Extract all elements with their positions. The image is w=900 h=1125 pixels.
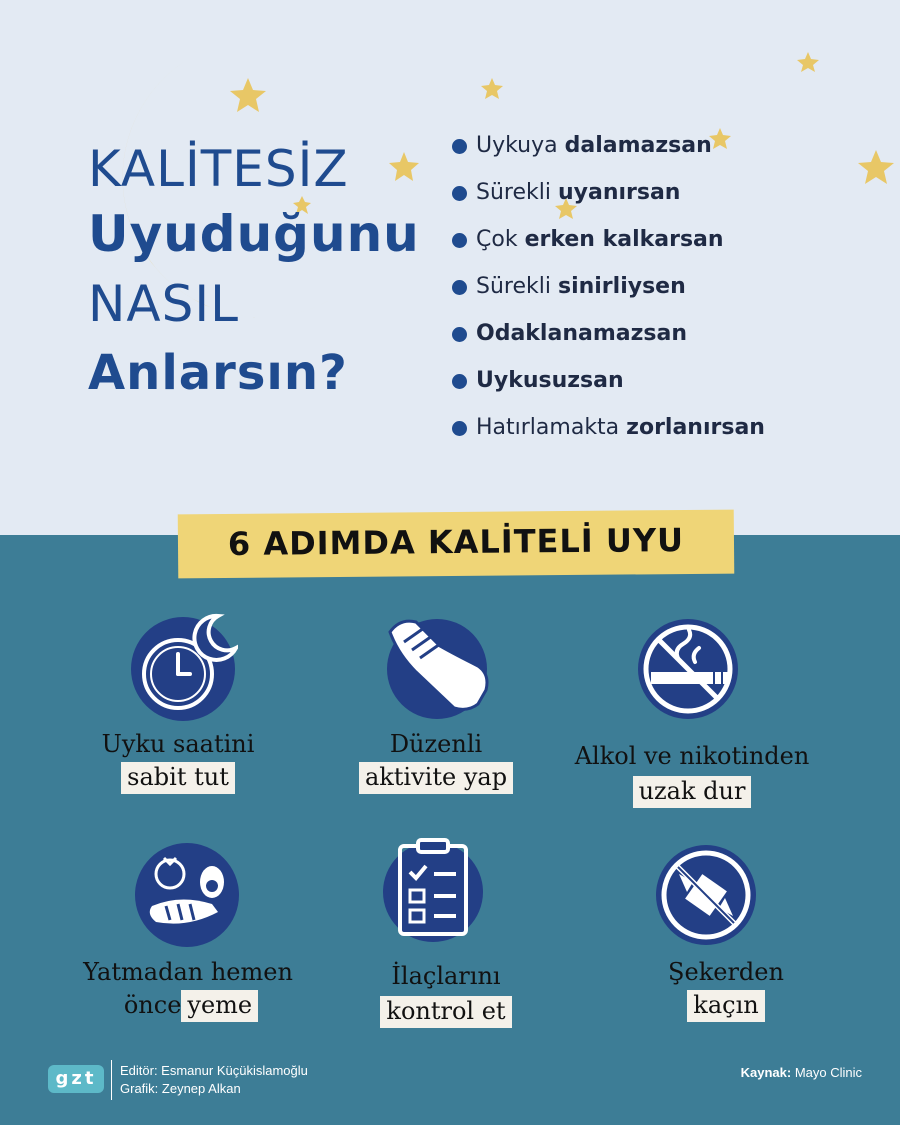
step-caption-line-1: Şekerden xyxy=(668,958,784,986)
star-icon xyxy=(389,152,419,181)
step-caption-line-1: İlaçlarını xyxy=(391,962,501,990)
step-caption-highlight: uzak dur xyxy=(633,776,752,808)
step-caption-line-2 xyxy=(58,762,298,794)
clock-moon-icon xyxy=(128,612,238,722)
title-line-1: KALİTESİZ xyxy=(88,140,349,198)
no-candy-icon xyxy=(651,840,761,950)
food-icon xyxy=(132,840,242,950)
title-line-2: Uyuduğunu xyxy=(88,205,420,263)
graphic-credit: Grafik: Zeynep Alkan xyxy=(120,1081,241,1096)
star-icon xyxy=(481,78,503,99)
reason-item: Uykusuzsan xyxy=(452,358,765,405)
step-caption-line-2 xyxy=(572,776,812,808)
step-caption-plain: önce xyxy=(123,991,182,1019)
moon-and-stars-decoration xyxy=(0,0,900,535)
step-caption-line-1: Düzenli xyxy=(389,730,483,758)
step-caption-highlight: yeme xyxy=(181,990,258,1022)
title-line-4: Anlarsın? xyxy=(88,345,348,401)
step-caption-line-1: Yatmadan hemen xyxy=(83,958,293,986)
reason-item: Sürekli sinirliysen xyxy=(452,264,765,311)
step-check-medications xyxy=(326,832,566,1032)
footer-divider xyxy=(111,1060,112,1100)
step-caption-highlight: sabit tut xyxy=(121,762,235,794)
section-banner xyxy=(178,510,735,579)
step-caption-highlight: kaçın xyxy=(687,990,764,1022)
reason-item: Çok erken kalkarsan xyxy=(452,217,765,264)
step-avoid-alcohol-nicotine xyxy=(572,612,812,812)
step-sleep-schedule xyxy=(58,612,298,812)
step-regular-activity xyxy=(316,612,556,812)
step-caption-line-2 xyxy=(316,762,556,794)
step-caption-line-1: Uyku saatini xyxy=(101,730,255,758)
star-icon xyxy=(230,78,266,112)
step-avoid-sugar xyxy=(606,840,846,1040)
no-smoking-icon xyxy=(633,612,743,722)
clipboard-checklist-icon xyxy=(378,832,488,942)
banner-text: 6 ADIMDA KALİTELİ UYU xyxy=(227,521,685,563)
step-caption-line-2 xyxy=(606,990,846,1022)
step-caption-line-2 xyxy=(68,990,308,1022)
source-value: Mayo Clinic xyxy=(794,1065,862,1080)
reason-item: Sürekli uyanırsan xyxy=(452,170,765,217)
reasons-list xyxy=(452,123,765,452)
reason-item: Hatırlamakta zorlanırsan xyxy=(452,405,765,452)
reason-item: Uykuya dalamazsan xyxy=(452,123,765,170)
step-caption-line-2 xyxy=(326,996,566,1028)
step-caption-line-1: Alkol ve nikotinden xyxy=(574,742,810,770)
step-no-late-eating xyxy=(68,840,308,1040)
source-label: Kaynak: xyxy=(740,1065,792,1080)
step-caption-highlight: kontrol et xyxy=(380,996,511,1028)
star-icon xyxy=(797,52,819,72)
source-credit xyxy=(741,1065,862,1080)
step-caption-highlight: aktivite yap xyxy=(359,762,513,794)
star-icon xyxy=(858,150,894,184)
sneaker-icon xyxy=(382,612,492,722)
reason-item: Odaklanamazsan xyxy=(452,311,765,358)
gzt-logo: gzt xyxy=(48,1065,104,1093)
editor-credit: Editör: Esmanur Küçükislamoğlu xyxy=(120,1063,308,1078)
title-line-3: NASIL xyxy=(88,275,239,333)
